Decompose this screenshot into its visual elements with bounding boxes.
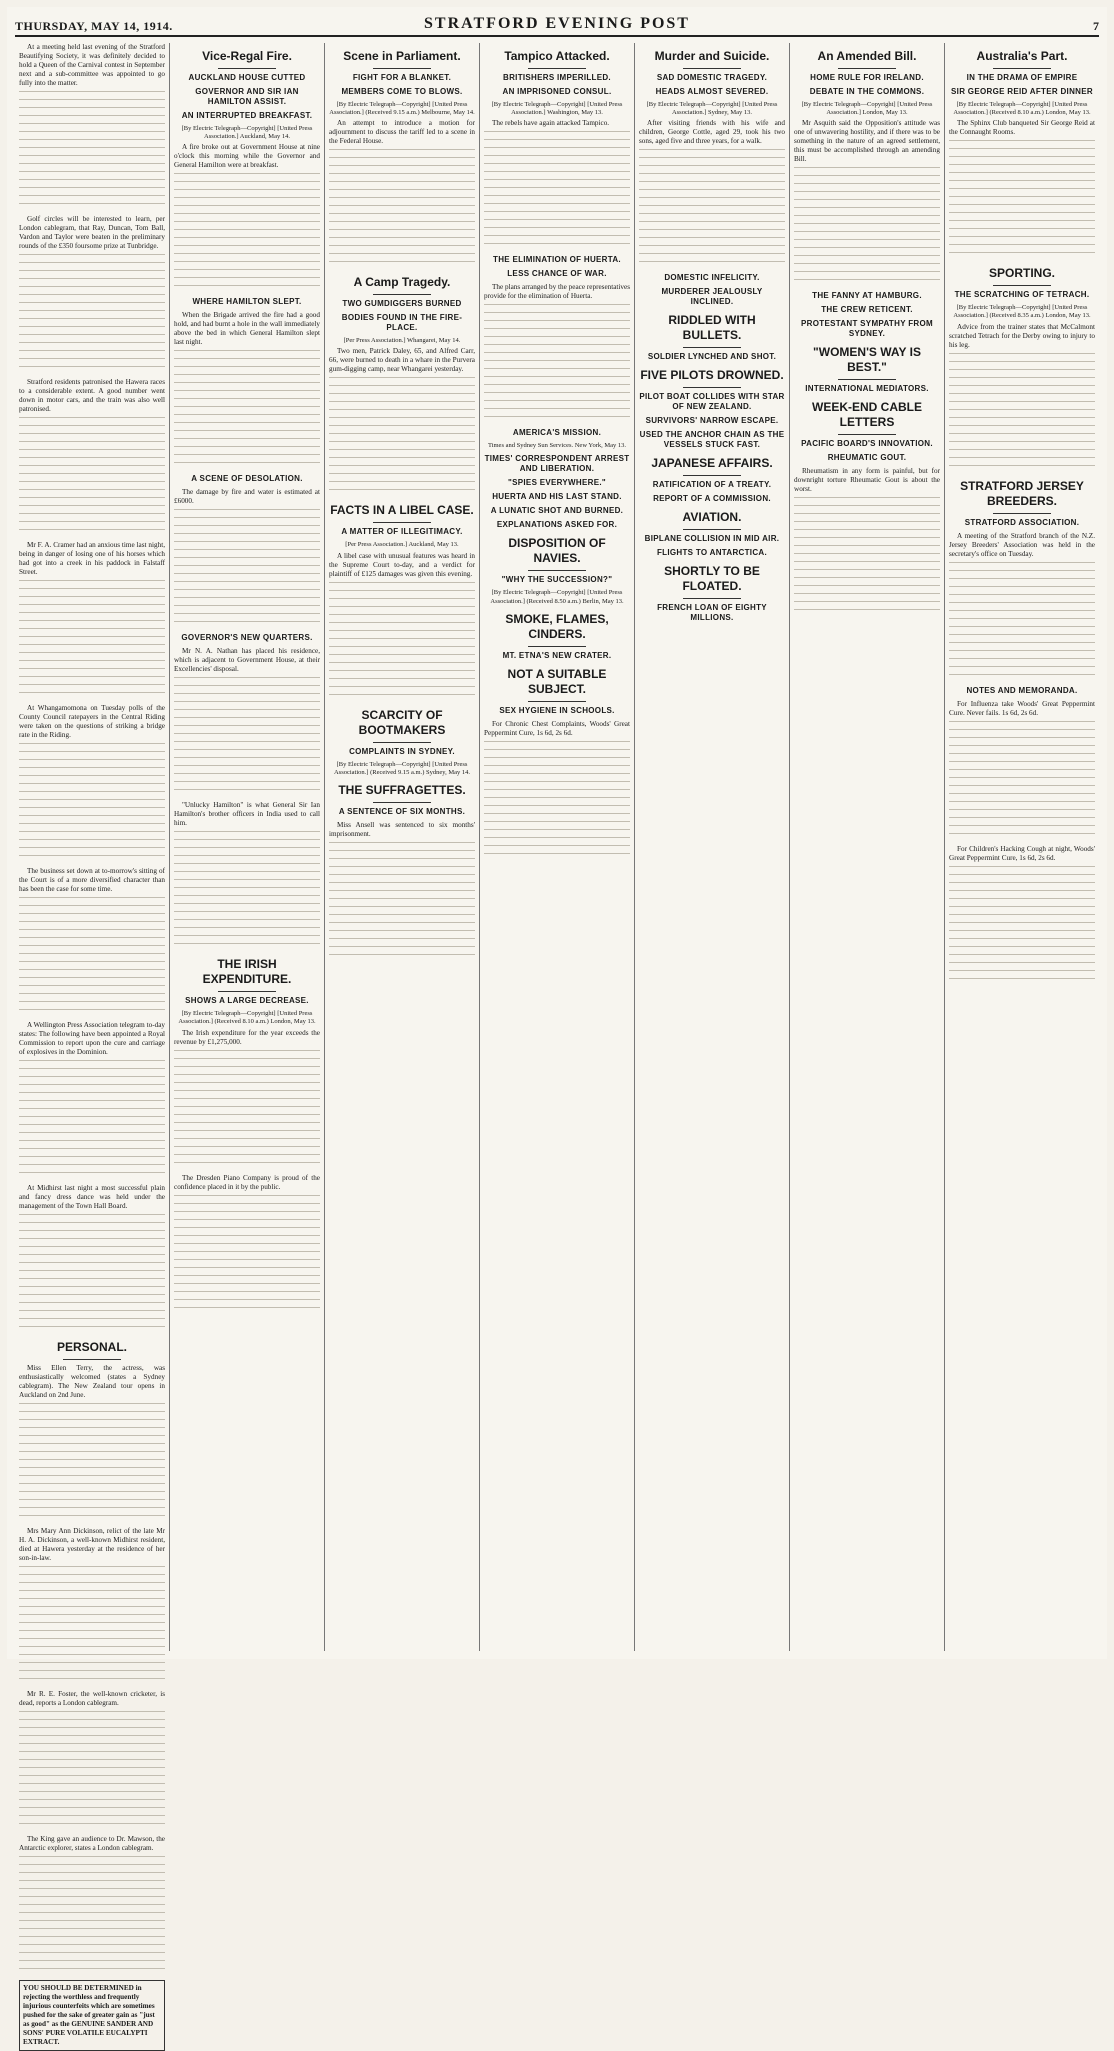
dateline: [By Electric Telegraph—Copyright] [United Press Association.] (Received 8.35 a.m.) London, May 13.	[953, 304, 1091, 320]
column-4	[480, 43, 635, 1651]
body-text-lines	[329, 582, 475, 702]
article-paragraph: Mr N. A. Nathan has placed his residence, which is adjacent to Government House, at their Excellencies' disposal.	[174, 647, 320, 674]
issue-date: THURSDAY, MAY 14, 1914.	[15, 19, 173, 33]
article-paragraph: For Influenza take Woods' Great Peppermint Cure. Never fails. 1s 6d, 2s 6d.	[949, 699, 1095, 717]
headline: Australia's Part.	[976, 49, 1068, 63]
article-paragraph: Miss Ellen Terry, the actress, was enthusiastically welcomed (states a Sydney cablegram). The New Zealand tour opens in Auckland on 2nd June.	[19, 1364, 165, 1399]
headline-rule	[373, 294, 431, 295]
article-paragraph: For Chronic Chest Complaints, Woods' Great Peppermint Cure, 1s 6d, 2s 6d.	[484, 719, 630, 737]
subheading: FRENCH LOAN OF EIGHTY MILLIONS.	[657, 603, 767, 623]
subheading: EXPLANATIONS ASKED FOR.	[496, 520, 618, 530]
subheading: A SENTENCE OF SIX MONTHS.	[338, 806, 466, 816]
headline: SHORTLY TO BE FLOATED.	[664, 564, 760, 594]
body-text-lines	[174, 1195, 320, 1315]
article-paragraph: The King gave an audience to Dr. Mawson, the Antarctic explorer, states a London cablegram.	[19, 1835, 165, 1852]
body-text-lines	[19, 743, 165, 863]
body-text-lines	[794, 497, 940, 617]
column-6	[790, 43, 945, 1651]
body-text-lines	[174, 173, 320, 293]
headline: STRATFORD JERSEY BREEDERS.	[960, 478, 1084, 508]
body-text-lines	[639, 149, 785, 269]
subheading: DEBATE IN THE COMMONS.	[809, 87, 925, 96]
subheading: USED THE ANCHOR CHAIN AS THE VESSELS STUCK FAST.	[639, 430, 785, 450]
dateline: [By Electric Telegraph—Copyright] [United Press Association.] (Received 8.50 a.m.) Berlin, May 13.	[490, 589, 624, 605]
article-paragraph: A fire broke out at Government House at nine o'clock this morning while the Governor and General Hamilton were at breakfast.	[174, 143, 320, 170]
subheading: IN THE DRAMA OF EMPIRE	[966, 73, 1078, 82]
headline-rule	[373, 802, 431, 803]
article-paragraph: A libel case with unusual features was heard in the Supreme Court to-day, and a verdict for plaintiff of £125 damages was given this evening.	[329, 551, 475, 578]
headline-rule	[528, 570, 586, 571]
body-text-lines	[329, 842, 475, 962]
body-text-lines	[484, 131, 630, 251]
subheading: REPORT OF A COMMISSION.	[653, 494, 771, 504]
body-text-lines	[949, 353, 1095, 473]
body-text-lines	[19, 1060, 165, 1180]
dateline: [By Electric Telegraph—Copyright] [United Press Association.] London, May 13.	[801, 101, 933, 117]
article-paragraph: At Whangamomona on Tuesday polls of the County Council ratepayers in the Central Riding were taken on the questions of striking a bridge rate in the Riding.	[19, 704, 165, 739]
dateline: Times and Sydney Sun Services. New York, May 13.	[487, 442, 627, 450]
subheading: A LUNATIC SHOT AND BURNED.	[490, 506, 624, 516]
subheading: HEADS ALMOST SEVERED.	[655, 87, 769, 96]
headline-rule	[683, 347, 741, 348]
body-text-lines	[174, 1050, 320, 1170]
article-paragraph: A Wellington Press Association telegram to-day states: The following have been appointed a Royal Commission to report upon the cure and carriage of explosives in the Dominion.	[19, 1021, 165, 1056]
headline-rule	[218, 68, 276, 69]
subheading: MT. ETNA'S NEW CRATER.	[502, 650, 612, 660]
body-text-lines	[19, 897, 165, 1017]
dateline: [By Electric Telegraph—Copyright] [United Press Association.] (Received 8.10 a.m.) London, May 13.	[178, 1010, 316, 1026]
subheading: WHERE HAMILTON SLEPT.	[192, 297, 302, 307]
body-text-lines	[794, 167, 940, 287]
headline: JAPANESE AFFAIRS.	[651, 456, 773, 471]
body-text-lines	[19, 1403, 165, 1523]
column-5	[635, 43, 790, 1651]
column-3	[325, 43, 480, 1651]
dateline: [By Electric Telegraph—Copyright] [United Press Association.] Auckland, May 14.	[181, 125, 313, 141]
dateline: [By Electric Telegraph—Copyright] [United Press Association.] Washington, May 13.	[491, 101, 623, 117]
subheading: DOMESTIC INFELICITY.	[664, 273, 760, 283]
body-text-lines	[949, 140, 1095, 260]
body-text-lines	[19, 254, 165, 374]
article-paragraph: After visiting friends with his wife and children, George Cottle, aged 29, took his two sons, aged five and three years, for a walk.	[639, 119, 785, 146]
subheading: THE SCRATCHING OF TETRACH.	[954, 290, 1090, 300]
subheading: THE CREW RETICENT.	[821, 305, 913, 315]
body-text-lines	[19, 1711, 165, 1831]
headline-rule	[373, 68, 431, 69]
headline: THE IRISH EXPENDITURE.	[202, 957, 292, 987]
headline-rule	[838, 379, 896, 380]
body-text-lines	[19, 91, 165, 211]
subheading: BRITISHERS IMPERILLED.	[503, 73, 611, 82]
subheading: A MATTER OF ILLEGITIMACY.	[341, 527, 463, 537]
subheading: GOVERNOR AND SIR IAN HAMILTON ASSIST.	[195, 87, 299, 106]
columns	[15, 43, 1099, 2046]
subheading: SHOWS A LARGE DECREASE.	[185, 996, 309, 1006]
article-paragraph: A meeting of the Stratford branch of the N.Z. Jersey Breeders' Association was held in the secretary's office on Tuesday.	[949, 531, 1095, 558]
article-paragraph: The plans arranged by the peace representatives provide for the elimination of Huerta.	[484, 283, 630, 301]
headline-rule	[373, 742, 431, 743]
headline-rule	[683, 387, 741, 388]
newspaper-page	[7, 7, 1107, 2046]
body-text-lines	[19, 1566, 165, 1686]
headline-rule	[838, 434, 896, 435]
subheading: HOME RULE FOR IRELAND.	[810, 73, 924, 82]
subheading: THE FANNY AT HAMBURG.	[812, 291, 922, 301]
headline-rule	[63, 1359, 121, 1360]
column-1	[15, 43, 170, 2046]
subheading: SEX HYGIENE IN SCHOOLS.	[499, 705, 615, 715]
body-text-lines	[19, 1856, 165, 1976]
article-paragraph: The Irish expenditure for the year exceeds the revenue by £1,275,000.	[174, 1028, 320, 1046]
body-text-lines	[174, 509, 320, 629]
body-text-lines	[329, 377, 475, 497]
headline: NOT A SUITABLE SUBJECT.	[507, 666, 607, 696]
subheading: BODIES FOUND IN THE FIRE-PLACE.	[341, 313, 463, 333]
headline: Scene in Parliament.	[343, 49, 461, 63]
body-text-lines	[484, 741, 630, 861]
subheading: BIPLANE COLLISION IN MID AIR.	[644, 534, 780, 544]
article-paragraph: The rebels have again attacked Tampico.	[492, 119, 610, 128]
headline-rule	[993, 68, 1051, 69]
subheading: PROTESTANT SYMPATHY FROM SYDNEY.	[801, 319, 933, 339]
headline-rule	[683, 598, 741, 599]
subheading: LESS CHANCE OF WAR.	[507, 269, 607, 279]
headline: THE SUFFRAGETTES.	[338, 782, 466, 797]
headline-rule	[683, 475, 741, 476]
subheading: AN IMPRISONED CONSUL.	[502, 87, 612, 96]
headline: DISPOSITION OF NAVIES.	[508, 536, 606, 566]
subheading: SOLDIER LYNCHED AND SHOT.	[647, 352, 777, 362]
article-paragraph: An attempt to introduce a motion for adjournment to discuss the tariff led to a scene in the Federal House.	[329, 119, 475, 146]
advertisement: YOU SHOULD BE DETERMINED in rejecting the worthless and frequently injurious counterfeits which are sometimes pushed for the sake of greater gain as "just as good" as the GENUINE SANDER AND SONS' PURE VOLATILE EUCALYPTI EXTRACT.	[19, 1980, 165, 2051]
article-paragraph: Mr F. A. Cramer had an anxious time last night, being in danger of losing one of his horses which had got into a creek in his paddock in Falstaff Street.	[19, 541, 165, 576]
subheading: PACIFIC BOARD'S INNOVATION.	[801, 439, 933, 449]
body-text-lines	[484, 304, 630, 424]
subheading: NOTES AND MEMORANDA.	[966, 685, 1078, 695]
subheading: STRATFORD ASSOCIATION.	[964, 517, 1080, 527]
subheading: RHEUMATIC GOUT.	[827, 453, 907, 463]
article-paragraph: Mr R. E. Foster, the well-known cricketer, is dead, reports a London cablegram.	[19, 1690, 165, 1707]
subheading: COMPLAINTS IN SYDNEY.	[349, 746, 455, 756]
headline-rule	[528, 646, 586, 647]
article-paragraph: At Midhirst last night a most successful plain and fancy dress dance was held under the management of the Town Hall Board.	[19, 1184, 165, 1210]
article-paragraph: Mr Asquith said the Opposition's attitude was one of unwavering hostility, and if there was to be something in the nature of an agreed settlement, this must be accomplished through an amending Bill.	[794, 119, 940, 164]
headline: PERSONAL.	[56, 1340, 127, 1354]
headline-rule	[683, 68, 741, 69]
subheading: PILOT BOAT COLLIDES WITH STAR OF NEW ZEALAND.	[639, 392, 785, 412]
article-paragraph: At a meeting held last evening of the Stratford Beautifying Society, it was definitely decided to hold a Queen of the Carnival contest in September next and a sub-committee was appointed to go fully into the matter.	[19, 43, 165, 87]
article-paragraph: Stratford residents patronised the Hawera races to a considerable extent. A good number went down in motor cars, and the train was also well patronised.	[19, 378, 165, 413]
masthead	[15, 15, 1099, 37]
subheading: MEMBERS COME TO BLOWS.	[341, 87, 463, 96]
body-text-lines	[949, 721, 1095, 841]
headline-rule	[993, 513, 1051, 514]
subheading: AUCKLAND HOUSE CUTTED	[188, 73, 306, 82]
article-paragraph: For Children's Hacking Cough at night, Woods' Great Peppermint Cure, 1s 6d, 2s 6d.	[949, 844, 1095, 862]
headline: An Amended Bill.	[817, 49, 917, 63]
headline-rule	[528, 68, 586, 69]
headline: SMOKE, FLAMES, CINDERS.	[505, 611, 609, 641]
dateline: [Per Press Association.] Whangarei, May 14.	[343, 337, 461, 345]
subheading: AN INTERRUPTED BREAKFAST.	[181, 111, 313, 120]
article-paragraph: Rheumatism in any form is painful, but for downright torture Rheumatic Gout is about the worst.	[794, 467, 940, 494]
subheading: "WHY THE SUCCESSION?"	[501, 575, 613, 585]
subheading: SIR GEORGE REID AFTER DINNER	[951, 87, 1093, 96]
headline: RIDDLED WITH BULLETS.	[668, 313, 756, 343]
subheading: HUERTA AND HIS LAST STAND.	[492, 492, 622, 502]
headline: FACTS IN A LIBEL CASE.	[330, 503, 474, 518]
article-paragraph: The Dresden Piano Company is proud of the confidence placed in it by the public.	[174, 1173, 320, 1191]
article-paragraph: Miss Ansell was sentenced to six months' imprisonment.	[329, 820, 475, 838]
headline: AVIATION.	[682, 510, 742, 525]
headline: SPORTING.	[988, 266, 1055, 281]
body-text-lines	[949, 562, 1095, 682]
article-paragraph: Mrs Mary Ann Dickinson, relict of the late Mr H. A. Dickinson, a well-known Midhirst resident, died at Hawera yesterday at the residence of her son-in-law.	[19, 1527, 165, 1562]
body-text-lines	[19, 580, 165, 700]
article-paragraph: Golf circles will be interested to learn, per London cablegram, that Ray, Duncan, Tom Ball, Vardon and Taylor were beaten in the preliminary rounds of the £350 foursome prize at Tunbridge.	[19, 215, 165, 250]
body-text-lines	[174, 831, 320, 951]
subheading: FIGHT FOR A BLANKET.	[352, 73, 452, 82]
body-text-lines	[174, 350, 320, 470]
headline-rule	[373, 522, 431, 523]
headline: Murder and Suicide.	[654, 49, 770, 63]
headline-rule	[528, 701, 586, 702]
headline: Tampico Attacked.	[504, 49, 610, 63]
page-number: 7	[1093, 19, 1099, 33]
subheading: GOVERNOR'S NEW QUARTERS.	[181, 633, 313, 643]
headline-rule	[838, 68, 896, 69]
headline: A Camp Tragedy.	[353, 275, 451, 290]
subheading: TWO GUMDIGGERS BURNED	[342, 299, 462, 309]
headline-rule	[218, 991, 276, 992]
newspaper-name: STRATFORD EVENING POST	[424, 15, 690, 32]
headline: WEEK-END CABLE LETTERS	[812, 400, 922, 430]
column-7	[945, 43, 1099, 1651]
subheading: FLIGHTS TO ANTARCTICA.	[657, 548, 767, 558]
subheading: RATIFICATION OF A TREATY.	[652, 480, 772, 490]
subheading: SAD DOMESTIC TRAGEDY.	[656, 73, 768, 82]
dateline: [By Electric Telegraph—Copyright] [United Press Association.] Sydney, May 13.	[646, 101, 778, 117]
body-text-lines	[329, 149, 475, 269]
dateline: [Per Press Association.] Auckland, May 13.	[345, 541, 459, 549]
subheading: TIMES' CORRESPONDENT ARREST AND LIBERATION.	[484, 454, 630, 474]
headline: Vice-Regal Fire.	[202, 49, 292, 63]
subheading: SURVIVORS' NARROW ESCAPE.	[645, 416, 779, 426]
article-paragraph: Advice from the trainer states that McCalmont scratched Tetrach for the Derby owing to injury to his leg.	[949, 322, 1095, 349]
subheading: INTERNATIONAL MEDIATORS.	[805, 384, 929, 394]
article-paragraph: When the Brigade arrived the fire had a good hold, and had burnt a hole in the wall immediately above the bed in which General Hamilton slept last night.	[174, 311, 320, 347]
headline: SCARCITY OF BOOTMAKERS	[358, 707, 446, 737]
body-text-lines	[19, 417, 165, 537]
body-text-lines	[174, 677, 320, 797]
subheading: "SPIES EVERYWHERE."	[508, 478, 606, 488]
article-paragraph: The business set down at to-morrow's sitting of the Court is of a more diversified character than has been the case for some time.	[19, 867, 165, 893]
headline-rule	[683, 529, 741, 530]
article-paragraph: "Unlucky Hamilton" is what General Sir Ian Hamilton's brother officers in India used to call him.	[174, 801, 320, 828]
headline: "WOMEN'S WAY IS BEST."	[813, 345, 921, 375]
dateline: [By Electric Telegraph—Copyright] [United Press Association.] (Received 9.15 a.m.) Melbourne, May 14.	[329, 101, 475, 117]
article-paragraph: The Sphinx Club banqueted Sir George Reid at the Connaught Rooms.	[949, 119, 1095, 137]
subheading: MURDERER JEALOUSLY INCLINED.	[661, 287, 763, 307]
column-2	[170, 43, 325, 1651]
headline: FIVE PILOTS DROWNED.	[640, 368, 784, 383]
subheading: A SCENE OF DESOLATION.	[191, 474, 303, 484]
headline-rule	[993, 285, 1051, 286]
dateline: [By Electric Telegraph—Copyright] [United Press Association.] (Received 9.15 a.m.) Sydney, May 14.	[333, 760, 471, 776]
subheading: THE ELIMINATION OF HUERTA.	[493, 255, 621, 265]
dateline: [By Electric Telegraph—Copyright] [United Press Association.] (Received 8.10 a.m.) London, May 13.	[953, 101, 1091, 117]
subheading: AMERICA'S MISSION.	[512, 428, 602, 438]
body-text-lines	[949, 866, 1095, 986]
article-paragraph: The damage by fire and water is estimated at £6000.	[174, 488, 320, 506]
article-paragraph: Two men, Patrick Daley, 65, and Alfred Carr, 66, were burned to death in a whare in the Purvera gum-digging camp, near Whangarei yesterday.	[329, 347, 475, 374]
body-text-lines	[19, 1214, 165, 1334]
